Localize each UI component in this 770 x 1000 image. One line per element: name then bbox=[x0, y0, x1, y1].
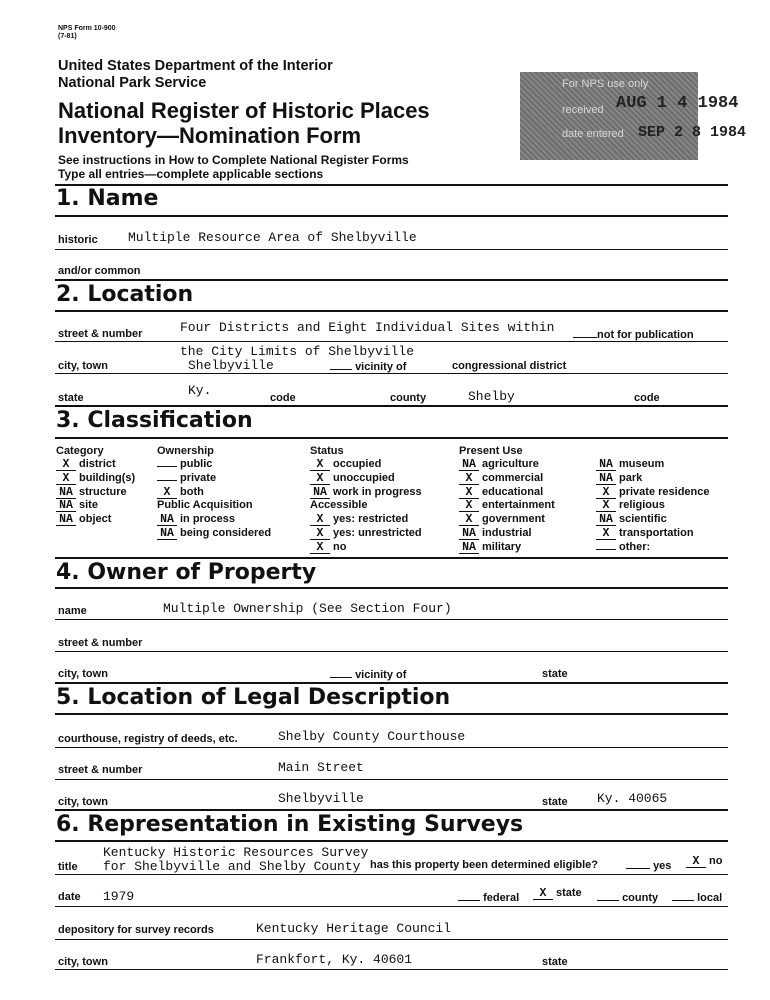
option-mark: X bbox=[459, 473, 479, 485]
section-2-heading: 2. Location bbox=[56, 282, 194, 307]
state-value: Ky. bbox=[188, 383, 212, 398]
rule bbox=[55, 437, 728, 439]
rule bbox=[55, 747, 728, 748]
option-mark: X bbox=[310, 473, 330, 485]
rule bbox=[55, 939, 728, 940]
option-label: work in progress bbox=[333, 485, 422, 498]
rule bbox=[55, 682, 728, 684]
street-label: street & number bbox=[58, 328, 143, 340]
accessible-list bbox=[310, 513, 422, 554]
option-label: educational bbox=[482, 485, 544, 498]
option-label: other: bbox=[619, 540, 651, 553]
option-label: being considered bbox=[180, 526, 272, 539]
rule bbox=[55, 587, 728, 589]
classification-option bbox=[310, 472, 422, 486]
option-label: building(s) bbox=[79, 471, 136, 484]
rule bbox=[55, 906, 728, 907]
classification-option bbox=[459, 513, 555, 527]
street-value-cont: the City Limits of Shelbyville bbox=[180, 344, 415, 359]
survey-state-label: state bbox=[542, 956, 568, 968]
option-label: commercial bbox=[482, 471, 544, 484]
classification-option bbox=[310, 541, 422, 555]
option-mark: NA bbox=[157, 528, 177, 540]
option-mark: X bbox=[157, 487, 177, 499]
option-label: religious bbox=[619, 499, 665, 512]
option-label: private residence bbox=[619, 485, 710, 498]
classification-option bbox=[596, 527, 710, 541]
option-mark: NA bbox=[157, 514, 177, 526]
category-heading: Category bbox=[56, 445, 104, 457]
option-label: yes: unrestricted bbox=[333, 526, 422, 539]
option-mark: NA bbox=[310, 487, 330, 499]
code-label-2: code bbox=[634, 392, 660, 404]
street-value: Four Districts and Eight Individual Sites within bbox=[180, 320, 555, 335]
status-heading: Status bbox=[310, 445, 344, 457]
option-label: industrial bbox=[482, 526, 532, 539]
option-mark: X bbox=[310, 528, 330, 540]
classification-option bbox=[459, 486, 555, 500]
option-mark: X bbox=[310, 514, 330, 526]
classification-option bbox=[459, 458, 555, 472]
form-title-line2: Inventory—Nomination Form bbox=[58, 123, 362, 148]
present-use-list-2 bbox=[596, 458, 710, 555]
option-label: both bbox=[180, 485, 204, 498]
code-label: code bbox=[270, 392, 296, 404]
option-mark: NA bbox=[459, 542, 479, 554]
option-mark: X bbox=[459, 514, 479, 526]
eligible-no: X no bbox=[686, 855, 722, 868]
historic-name: Multiple Resource Area of Shelbyville bbox=[128, 230, 417, 245]
level-county: county bbox=[597, 891, 658, 904]
option-mark: NA bbox=[596, 459, 616, 471]
congressional-district-label: congressional district bbox=[452, 360, 567, 372]
instructions-type: Type all entries—complete applicable sections bbox=[58, 167, 324, 181]
classification-option bbox=[596, 472, 710, 486]
classification-option bbox=[56, 458, 135, 472]
option-mark: NA bbox=[596, 473, 616, 485]
section-3-heading: 3. Classification bbox=[56, 408, 253, 433]
eligible-question: has this property been determined eligible? bbox=[370, 859, 598, 871]
option-mark: X bbox=[56, 473, 76, 485]
legal-state-value: Ky. 40065 bbox=[597, 791, 668, 806]
present-use-list-1 bbox=[459, 458, 555, 555]
option-label: object bbox=[79, 513, 112, 526]
option-label: unoccupied bbox=[333, 471, 395, 484]
option-label: in process bbox=[180, 513, 236, 525]
classification-option bbox=[459, 541, 555, 555]
agency-name: National Park Service bbox=[58, 75, 207, 91]
status-list bbox=[310, 458, 422, 499]
option-mark: X bbox=[310, 459, 330, 471]
classification-option bbox=[459, 472, 555, 486]
category-list bbox=[56, 458, 135, 527]
vicinity-label: vicinity of bbox=[330, 360, 406, 373]
not-for-publication: not for publication bbox=[573, 328, 694, 341]
survey-title-label: title bbox=[58, 861, 78, 873]
classification-option bbox=[459, 499, 555, 513]
depository-label: depository for survey records bbox=[58, 924, 214, 936]
classification-option bbox=[310, 458, 422, 472]
acquisition-list bbox=[157, 513, 271, 541]
survey-title-line1: Kentucky Historic Resources Survey bbox=[103, 845, 369, 860]
option-mark: X bbox=[56, 459, 76, 471]
received-date: AUG 1 4 1984 bbox=[616, 94, 739, 113]
state-label: state bbox=[58, 392, 84, 404]
form-number: NPS Form 10-900 bbox=[58, 25, 116, 32]
rule bbox=[55, 557, 728, 559]
rule bbox=[55, 651, 728, 652]
option-label: museum bbox=[619, 458, 665, 470]
classification-option bbox=[596, 458, 710, 472]
option-label: structure bbox=[79, 485, 127, 498]
option-label: transportation bbox=[619, 526, 694, 539]
rule bbox=[55, 713, 728, 715]
option-label: no bbox=[333, 540, 347, 553]
rule bbox=[55, 310, 728, 312]
option-mark bbox=[157, 466, 177, 467]
accessible-heading: Accessible bbox=[310, 499, 368, 511]
classification-option bbox=[596, 486, 710, 500]
courthouse-label: courthouse, registry of deeds, etc. bbox=[58, 733, 238, 745]
level-federal: federal bbox=[458, 891, 519, 904]
option-label: site bbox=[79, 499, 98, 512]
date-entered-label: date entered bbox=[562, 128, 624, 140]
classification-option bbox=[310, 486, 422, 500]
date-entered-value: SEP 2 8 1984 bbox=[638, 124, 747, 141]
option-label: occupied bbox=[333, 458, 382, 470]
eligible-yes: yes bbox=[626, 859, 671, 872]
classification-option bbox=[596, 499, 710, 513]
section-1-heading: 1. Name bbox=[56, 186, 159, 211]
present-use-heading: Present Use bbox=[459, 445, 523, 457]
classification-option bbox=[157, 458, 216, 472]
classification-option bbox=[310, 513, 422, 527]
classification-option bbox=[157, 527, 271, 541]
county-label: county bbox=[390, 392, 427, 404]
legal-city-label: city, town bbox=[58, 796, 108, 808]
classification-option bbox=[56, 472, 135, 486]
public-acquisition-heading: Public Acquisition bbox=[157, 499, 253, 511]
department-name: United States Department of the Interior bbox=[58, 58, 333, 74]
rule bbox=[55, 779, 728, 780]
ownership-list bbox=[157, 458, 216, 499]
city-label: city, town bbox=[58, 360, 108, 372]
rule bbox=[55, 279, 728, 281]
legal-street-label: street & number bbox=[58, 764, 143, 776]
ownership-heading: Ownership bbox=[157, 445, 214, 457]
option-label: military bbox=[482, 540, 522, 553]
option-mark: X bbox=[459, 500, 479, 512]
rule bbox=[55, 969, 728, 970]
classification-option bbox=[56, 513, 135, 527]
classification-option bbox=[56, 486, 135, 500]
option-mark: NA bbox=[459, 459, 479, 471]
option-mark: X bbox=[310, 542, 330, 554]
classification-option bbox=[596, 513, 710, 527]
legal-street-value: Main Street bbox=[278, 760, 364, 775]
rule bbox=[55, 840, 728, 842]
survey-city-label: city, town bbox=[58, 956, 108, 968]
rule bbox=[55, 215, 728, 217]
rule bbox=[55, 373, 728, 374]
survey-title-line2: for Shelbyville and Shelby County bbox=[103, 859, 361, 874]
owner-vicinity-label: vicinity of bbox=[330, 668, 406, 681]
owner-name-label: name bbox=[58, 605, 87, 617]
option-mark: X bbox=[459, 487, 479, 499]
option-label: private bbox=[180, 471, 217, 484]
rule bbox=[55, 405, 728, 407]
rule bbox=[55, 809, 728, 811]
level-local: local bbox=[672, 891, 722, 904]
historic-label: historic bbox=[58, 234, 98, 246]
section-4-heading: 4. Owner of Property bbox=[56, 560, 317, 585]
owner-name: Multiple Ownership (See Section Four) bbox=[163, 601, 452, 616]
option-mark: NA bbox=[459, 528, 479, 540]
level-state: X state bbox=[533, 887, 582, 900]
classification-option bbox=[310, 527, 422, 541]
instructions: See instructions in How to Complete National Register Forms bbox=[58, 153, 409, 167]
common-name-label: and/or common bbox=[58, 265, 141, 277]
owner-street-label: street & number bbox=[58, 637, 143, 649]
option-mark: X bbox=[596, 500, 616, 512]
owner-city-label: city, town bbox=[58, 668, 108, 680]
section-6-heading: 6. Representation in Existing Surveys bbox=[56, 812, 524, 837]
option-label: park bbox=[619, 471, 643, 484]
classification-option bbox=[56, 499, 135, 513]
option-mark bbox=[157, 480, 177, 481]
option-label: government bbox=[482, 513, 545, 526]
option-mark: X bbox=[596, 487, 616, 499]
classification-option bbox=[157, 486, 216, 500]
nps-use-stamp bbox=[520, 72, 747, 160]
nps-use-label: For NPS use only bbox=[562, 78, 649, 90]
rule bbox=[55, 249, 728, 250]
city-value: Shelbyville bbox=[188, 358, 274, 373]
rule bbox=[55, 619, 728, 620]
option-label: public bbox=[180, 458, 213, 470]
owner-state-label: state bbox=[542, 668, 568, 680]
form-revision: (7-81) bbox=[58, 33, 77, 40]
option-label: district bbox=[79, 458, 116, 470]
option-mark: NA bbox=[56, 500, 76, 512]
classification-option bbox=[157, 513, 271, 527]
option-mark bbox=[596, 549, 616, 550]
option-label: entertainment bbox=[482, 499, 555, 512]
survey-city-value: Frankfort, Ky. 40601 bbox=[256, 952, 413, 967]
option-mark: NA bbox=[56, 514, 76, 526]
option-label: yes: restricted bbox=[333, 513, 409, 525]
courthouse-value: Shelby County Courthouse bbox=[278, 729, 466, 744]
classification-option bbox=[157, 472, 216, 486]
option-mark: NA bbox=[56, 487, 76, 499]
section-5-heading: 5. Location of Legal Description bbox=[56, 685, 451, 710]
depository-value: Kentucky Heritage Council bbox=[256, 921, 452, 936]
legal-state-label: state bbox=[542, 796, 568, 808]
rule bbox=[55, 341, 728, 342]
survey-date-label: date bbox=[58, 891, 81, 903]
option-mark: X bbox=[596, 528, 616, 540]
county-value: Shelby bbox=[468, 389, 515, 404]
option-label: scientific bbox=[619, 513, 667, 526]
rule bbox=[55, 874, 728, 875]
received-label: received bbox=[562, 104, 604, 116]
option-label: agriculture bbox=[482, 458, 539, 470]
survey-date: 1979 bbox=[103, 889, 135, 904]
option-mark: NA bbox=[596, 514, 616, 526]
legal-city-value: Shelbyville bbox=[278, 791, 364, 806]
classification-option bbox=[596, 541, 710, 555]
classification-option bbox=[459, 527, 555, 541]
form-title-line1: National Register of Historic Places bbox=[58, 98, 430, 123]
